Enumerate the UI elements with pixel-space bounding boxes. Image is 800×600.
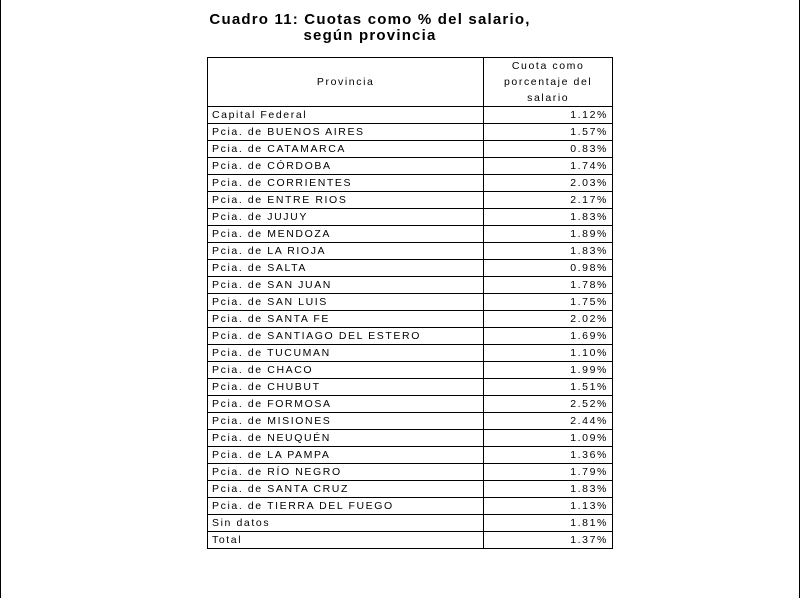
province-cell: Pcia. de CATAMARCA bbox=[208, 141, 484, 158]
quota-cell: 0.98% bbox=[484, 260, 613, 277]
column-header-quota bbox=[484, 58, 613, 107]
table-row bbox=[208, 158, 613, 175]
quota-cell: 1.83% bbox=[484, 481, 613, 498]
table-row bbox=[208, 345, 613, 362]
table-row bbox=[208, 226, 613, 243]
table-row bbox=[208, 260, 613, 277]
table-row bbox=[208, 107, 613, 124]
quota-cell: 1.83% bbox=[484, 243, 613, 260]
title-line-1: Cuadro 11: Cuotas como % del salario, bbox=[209, 11, 531, 28]
quota-cell: 1.81% bbox=[484, 515, 613, 532]
table-row bbox=[208, 413, 613, 430]
table-row bbox=[208, 362, 613, 379]
table-row bbox=[208, 328, 613, 345]
table-row bbox=[208, 141, 613, 158]
quota-cell: 1.12% bbox=[484, 107, 613, 124]
province-cell: Pcia. de FORMOSA bbox=[208, 396, 484, 413]
province-cell: Pcia. de LA PAMPA bbox=[208, 447, 484, 464]
province-cell: Pcia. de ENTRE RIOS bbox=[208, 192, 484, 209]
table-row bbox=[208, 447, 613, 464]
column-header-province: Provincia bbox=[208, 58, 484, 107]
table-row bbox=[208, 515, 613, 532]
quota-cell: 1.51% bbox=[484, 379, 613, 396]
quota-cell: 2.52% bbox=[484, 396, 613, 413]
province-cell: Pcia. de SAN JUAN bbox=[208, 277, 484, 294]
quota-cell: 1.36% bbox=[484, 447, 613, 464]
table-header-row bbox=[208, 58, 613, 107]
table-row-total bbox=[208, 532, 613, 549]
province-cell: Pcia. de SAN LUIS bbox=[208, 294, 484, 311]
province-cell: Pcia. de CHUBUT bbox=[208, 379, 484, 396]
table-row bbox=[208, 294, 613, 311]
province-cell: Pcia. de BUENOS AIRES bbox=[208, 124, 484, 141]
quota-cell: 2.17% bbox=[484, 192, 613, 209]
quota-cell: 2.02% bbox=[484, 311, 613, 328]
table-row bbox=[208, 175, 613, 192]
table-row bbox=[208, 379, 613, 396]
quota-cell: 1.75% bbox=[484, 294, 613, 311]
table-row bbox=[208, 209, 613, 226]
quota-cell: 1.74% bbox=[484, 158, 613, 175]
quota-table bbox=[207, 57, 613, 549]
quota-cell: 2.44% bbox=[484, 413, 613, 430]
province-cell: Pcia. de TUCUMAN bbox=[208, 345, 484, 362]
province-cell: Pcia. de CORRIENTES bbox=[208, 175, 484, 192]
table-row bbox=[208, 124, 613, 141]
quota-cell: 1.37% bbox=[484, 532, 613, 549]
quota-cell: 1.09% bbox=[484, 430, 613, 447]
table-row bbox=[208, 243, 613, 260]
quota-cell: 1.69% bbox=[484, 328, 613, 345]
province-cell: Pcia. de LA RIOJA bbox=[208, 243, 484, 260]
quota-cell: 1.13% bbox=[484, 498, 613, 515]
table-row bbox=[208, 396, 613, 413]
quota-cell: 1.57% bbox=[484, 124, 613, 141]
province-cell: Pcia. de TIERRA DEL FUEGO bbox=[208, 498, 484, 515]
table-row bbox=[208, 311, 613, 328]
title-line-2: según provincia bbox=[303, 27, 437, 44]
quota-cell: 1.89% bbox=[484, 226, 613, 243]
province-cell: Pcia. de SANTA FE bbox=[208, 311, 484, 328]
quota-cell: 0.83% bbox=[484, 141, 613, 158]
table-row bbox=[208, 481, 613, 498]
column-header-quota-line-2: porcentaje del bbox=[503, 76, 593, 88]
table-row bbox=[208, 192, 613, 209]
province-cell: Total bbox=[208, 532, 484, 549]
column-header-quota-line-3: salario bbox=[527, 92, 570, 104]
column-header-quota-line-1: Cuota como bbox=[511, 60, 585, 72]
province-cell: Sin datos bbox=[208, 515, 484, 532]
province-cell: Pcia. de SALTA bbox=[208, 260, 484, 277]
province-cell: Pcia. de RÍO NEGRO bbox=[208, 464, 484, 481]
quota-cell: 1.83% bbox=[484, 209, 613, 226]
table-row bbox=[208, 277, 613, 294]
province-cell: Pcia. de NEUQUÉN bbox=[208, 430, 484, 447]
province-cell: Pcia. de CHACO bbox=[208, 362, 484, 379]
quota-cell: 1.99% bbox=[484, 362, 613, 379]
quota-cell: 1.10% bbox=[484, 345, 613, 362]
province-cell: Pcia. de MENDOZA bbox=[208, 226, 484, 243]
table-title bbox=[0, 12, 740, 44]
province-cell: Pcia. de MISIONES bbox=[208, 413, 484, 430]
table-row bbox=[208, 464, 613, 481]
province-cell: Pcia. de SANTIAGO DEL ESTERO bbox=[208, 328, 484, 345]
province-cell: Pcia. de JUJUY bbox=[208, 209, 484, 226]
province-cell: Pcia. de CÓRDOBA bbox=[208, 158, 484, 175]
province-cell: Capital Federal bbox=[208, 107, 484, 124]
quota-cell: 1.78% bbox=[484, 277, 613, 294]
province-cell: Pcia. de SANTA CRUZ bbox=[208, 481, 484, 498]
table-row bbox=[208, 430, 613, 447]
table-row bbox=[208, 498, 613, 515]
quota-cell: 2.03% bbox=[484, 175, 613, 192]
quota-cell: 1.79% bbox=[484, 464, 613, 481]
